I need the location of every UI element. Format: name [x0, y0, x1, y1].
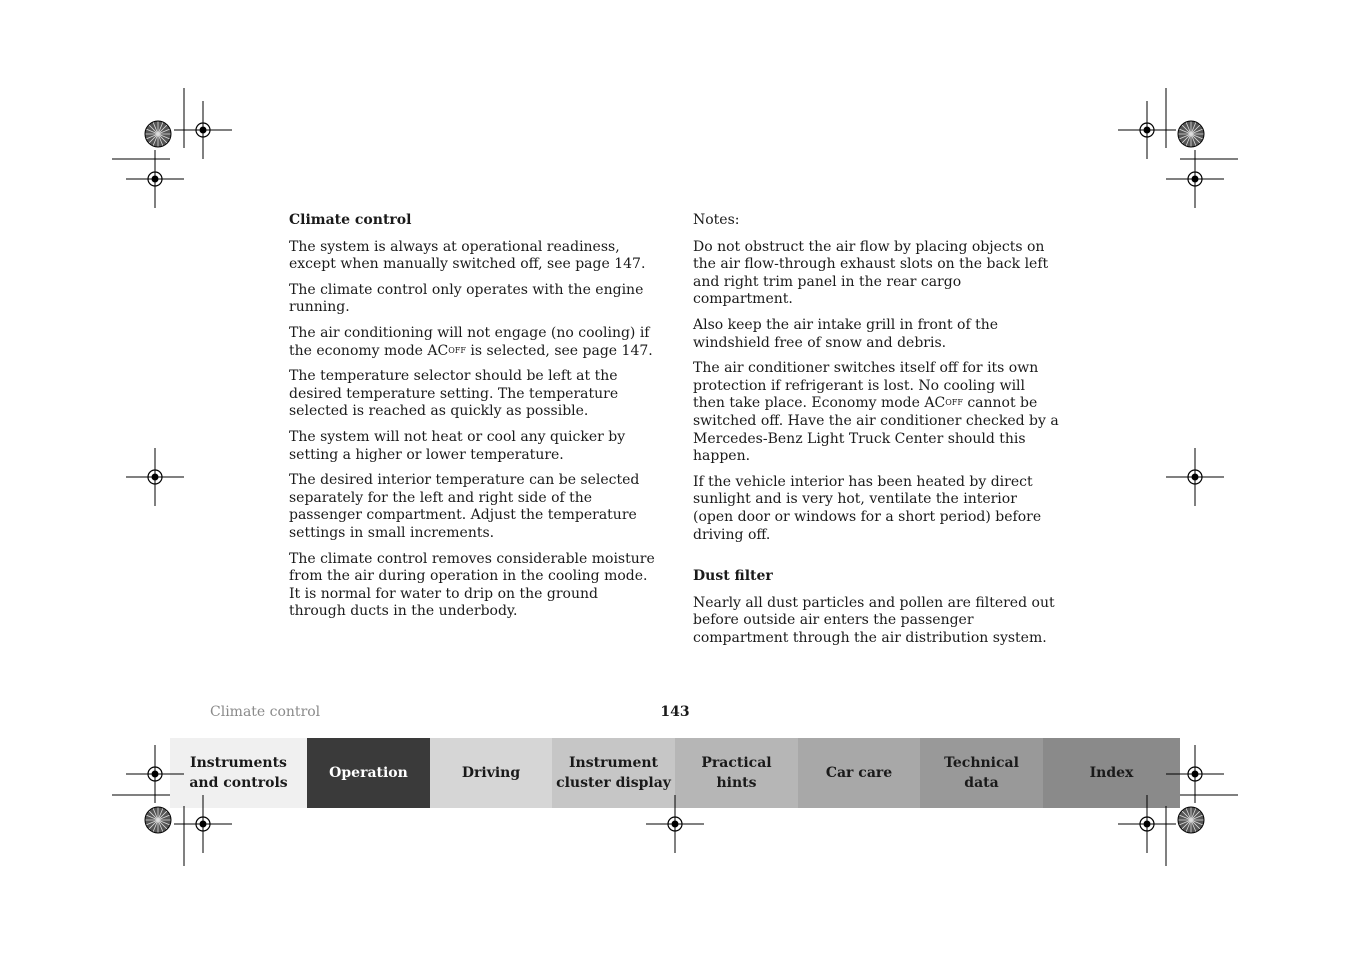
left-column: [289, 212, 657, 629]
page-number: 143: [660, 704, 690, 720]
economy-mode-text-end: is selected, see page 147.: [465, 342, 653, 359]
paragraph-readiness: The system is always at operational readiness, except when manually switched off, see page 147.: [289, 238, 646, 273]
paragraph-heat-cool: The system will not heat or cool any quicker by setting a higher or lower temperature.: [289, 428, 626, 463]
tab-operation[interactable]: [307, 738, 430, 808]
climate-control-heading: Climate control: [289, 212, 412, 228]
refrigerant-text: The air conditioner switches itself off for its own protection if refrigerant is lost. No cooling will then take place. Economy mode AC: [693, 360, 1039, 412]
tab-label: Index: [1089, 765, 1134, 781]
tab-label: Instruments and controls: [189, 755, 288, 791]
tab-label: Car care: [825, 765, 893, 781]
note-sunlight: If the vehicle interior has been heated by direct sunlight and is very hot, ventilate the interior (open door or windows for a short period) before driving off.: [693, 473, 1042, 543]
tab-driving[interactable]: [430, 738, 552, 808]
note-air-flow: Do not obstruct the air flow by placing objects on the air flow-through exhaust slots on the back left and right trim panel in the rear cargo compartment.: [693, 238, 1049, 308]
paragraph-left-right: The desired interior temperature can be selected separately for the left and right side of the passenger compartment. Adjust the temperature settings in small increments.: [289, 472, 640, 541]
paragraph-temperature-selector: The temperature selector should be left at the desired temperature setting. The temperature selected is reached as quickly as possible.: [289, 368, 619, 420]
refrigerant-text-end: cannot be switched off. Have the air conditioner checked by a Mercedes-Benz Light Truck Center should this happen.: [693, 395, 1059, 465]
tab-label: Practical hints: [701, 755, 772, 791]
ac-off-superscript: OFF: [945, 398, 963, 408]
tab-index[interactable]: [1043, 738, 1180, 808]
tab-label: Technical data: [944, 755, 1019, 791]
tab-technical-data[interactable]: [920, 738, 1043, 808]
tab-label: Driving: [461, 765, 521, 781]
note-refrigerant: [693, 360, 1061, 466]
notes-label: Notes:: [693, 212, 740, 228]
paragraph-dust-filter: Nearly all dust particles and pollen are filtered out before outside air enters the passenger compartment through the air distribution system.: [693, 594, 1055, 646]
ac-off-superscript: OFF: [448, 345, 466, 355]
note-air-intake: Also keep the air intake grill in front of the windshield free of snow and debris.: [693, 316, 999, 351]
dust-filter-heading: Dust filter: [693, 568, 773, 585]
right-column: [693, 212, 1061, 655]
footer-section-title: Climate control: [210, 704, 321, 720]
paragraph-moisture: The climate control removes considerable moisture from the air during operation in the cooling mode. It is normal for water to drip on the ground through ducts in the underbody.: [289, 550, 655, 620]
tab-label: Instrument cluster display: [556, 755, 671, 791]
paragraph-engine-running: The climate control only operates with the engine running.: [289, 281, 644, 316]
chapter-tabs: [170, 738, 1180, 808]
tab-label: Operation: [329, 765, 408, 781]
tab-practical-hints[interactable]: [675, 738, 798, 808]
tab-instrument-cluster-display[interactable]: [552, 738, 675, 808]
tab-instruments-and-controls[interactable]: [170, 738, 307, 808]
economy-mode-text: The air conditioning will not engage (no cooling) if the economy mode AC: [289, 324, 650, 359]
tab-car-care[interactable]: [798, 738, 920, 808]
paragraph-economy-mode: [289, 325, 657, 360]
